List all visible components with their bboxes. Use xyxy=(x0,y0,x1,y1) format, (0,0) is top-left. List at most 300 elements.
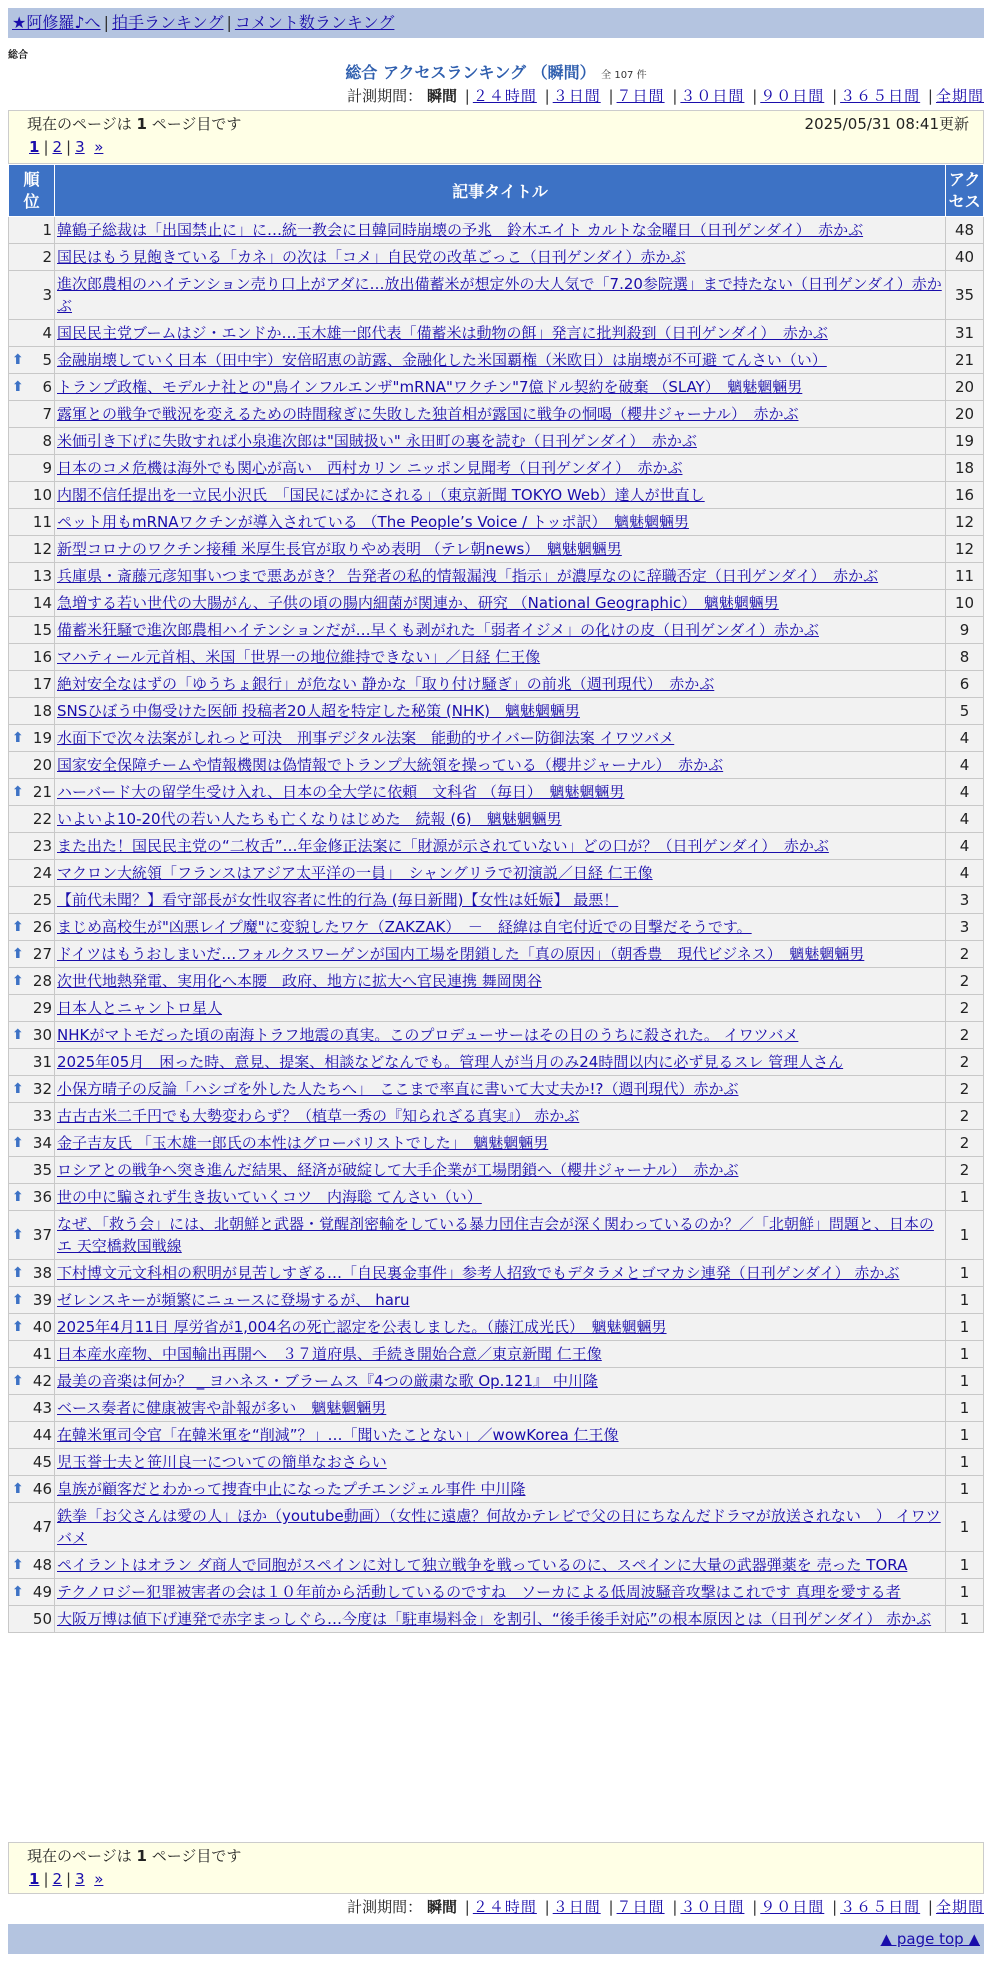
period-link-7d[interactable]: ７日間 xyxy=(616,87,665,105)
rank-number: 5 xyxy=(42,351,52,369)
next-page-link[interactable]: » xyxy=(94,1870,104,1888)
rank-up-arrow-icon: ⬆ xyxy=(12,1584,24,1600)
title-cell xyxy=(55,1341,946,1368)
period-link-30d[interactable]: ３０日間 xyxy=(680,1898,745,1916)
rank-number: 6 xyxy=(42,378,52,396)
rank-cell xyxy=(9,509,55,536)
article-title-link[interactable]: 日本のコメ危機は海外でも関心が高い 西村カリン ニッポン見聞考（日刊ゲンダイ） 赤かぶ xyxy=(57,459,683,477)
rank-number: 44 xyxy=(32,1426,52,1444)
page-info-bottom xyxy=(8,1842,984,1894)
rank-cell xyxy=(9,1287,55,1314)
table-row xyxy=(9,995,984,1022)
rank-up-arrow-icon: ⬆ xyxy=(12,1265,24,1281)
access-count: 4 xyxy=(946,806,984,833)
title-cell xyxy=(55,968,946,995)
rank-cell xyxy=(9,1157,55,1184)
rank-cell xyxy=(9,914,55,941)
table-row xyxy=(9,1103,984,1130)
page-title xyxy=(0,60,992,89)
article-title-link[interactable]: ベース奏者に健康被害や訃報が多い 魑魅魍魎男 xyxy=(57,1399,387,1417)
rank-number: 19 xyxy=(32,729,52,747)
article-title-link[interactable]: NHKがマトモだった頃の南海トラフ地震の真実。このプロデューサーはその日のうちに殺された。 イワツバメ xyxy=(57,1026,799,1044)
access-count: 40 xyxy=(946,244,984,271)
article-title-link[interactable]: 新型コロナのワクチン接種 米厚生長官が取りやめ表明 （テレ朝news） 魑魅魍魎男 xyxy=(57,540,622,558)
rank-up-arrow-icon: ⬆ xyxy=(12,1292,24,1308)
rank-cell xyxy=(9,244,55,271)
rank-cell xyxy=(9,563,55,590)
rank-up-arrow-icon: ⬆ xyxy=(12,919,24,935)
article-title-link[interactable]: 国民民主党ブームはジ・エンドか…玉木雄一郎代表「備蓄米は動物の餌」発言に批判殺到（日刊ゲンダイ） 赤かぶ xyxy=(57,324,828,342)
access-count: 1 xyxy=(946,1211,984,1260)
table-row xyxy=(9,1449,984,1476)
article-title-link[interactable]: トランプ政権、モデルナ社との"鳥インフルエンザ"mRNA"ワクチン"7億ドル契約を破棄 （SLAY） 魑魅魍魎男 xyxy=(57,378,803,396)
column-header-access: アクセス xyxy=(946,165,984,217)
page-link-3[interactable]: 3 xyxy=(75,1870,85,1888)
rank-number: 40 xyxy=(32,1318,52,1336)
rank-number: 50 xyxy=(32,1610,52,1628)
article-title-link[interactable]: 皇族が顧客だとわかって捜査中止になったプチエンジェル事件 中川隆 xyxy=(57,1480,526,1498)
article-title-link[interactable]: 日本人とニャントロ星人 xyxy=(57,999,223,1017)
access-count: 2 xyxy=(946,1022,984,1049)
title-cell xyxy=(55,941,946,968)
rank-number: 24 xyxy=(32,864,52,882)
article-title-link[interactable]: 急増する若い世代の大腸がん、子供の頃の腸内細菌が関連か、研究 （National Geographic） 魑魅魍魎男 xyxy=(57,594,779,612)
article-title-link[interactable]: ハーバード大の留学生受け入れ、日本の全大学に依頼 文科省 （毎日） 魑魅魍魎男 xyxy=(57,783,625,801)
rank-number: 20 xyxy=(32,756,52,774)
access-count: 2 xyxy=(946,968,984,995)
article-title-link[interactable]: なぜ、「救う会」には、北朝鮮と武器・覚醒剤密輸をしている暴力団住吉会が深く関わっているのか？／「北朝鮮」問題と、日本のエ 天空橋救国戦線 xyxy=(57,1215,934,1255)
period-current: 瞬間 xyxy=(426,1898,457,1916)
access-count: 1 xyxy=(946,1184,984,1211)
rank-number: 35 xyxy=(32,1161,52,1179)
article-title-link[interactable]: 児玉誉士夫と笹川良一についての簡単なおさらい xyxy=(57,1453,387,1471)
title-cell xyxy=(55,536,946,563)
title-cell xyxy=(55,563,946,590)
article-title-link[interactable]: 進次郎農相のハイテンション売り口上がアダに…放出備蓄米が想定外の大人気で「7.20参院選」まで持たない（日刊ゲンダイ）赤かぶ xyxy=(57,275,942,315)
article-title-link[interactable]: 2025年05月 困った時、意見、提案、相談などなんでも。管理人が当月のみ24時間以内に必ず見るスレ 管理人さん xyxy=(57,1053,844,1071)
rank-cell xyxy=(9,1130,55,1157)
item-count: 全 107 件 xyxy=(601,70,647,81)
table-row xyxy=(9,347,984,374)
rank-number: 28 xyxy=(32,972,52,990)
current-page-text: 現在のページは 1 ページ目です xyxy=(27,1847,242,1865)
article-title-link[interactable]: 兵庫県・斎藤元彦知事いつまで悪あがき？ 告発者の私的情報漏洩「指示」が濃厚なのに辞職否定（日刊ゲンダイ） 赤かぶ xyxy=(57,567,879,585)
column-header-rank: 順位 xyxy=(9,165,55,217)
rank-cell xyxy=(9,887,55,914)
rank-number: 12 xyxy=(32,540,52,558)
rank-number: 11 xyxy=(32,513,52,531)
comment-ranking-link[interactable]: コメント数ランキング xyxy=(234,13,395,32)
rank-cell xyxy=(9,1552,55,1579)
article-title-link[interactable]: 鉄拳「お父さんは愛の人」ほか（youtube動画）（女性に遠慮？何故かテレビで父の日にちなんだドラマが放送されない ） イワツバメ xyxy=(57,1507,941,1547)
next-page-link[interactable]: » xyxy=(94,138,104,156)
rank-number: 34 xyxy=(32,1134,52,1152)
article-title-link[interactable]: まじめ高校生が"凶悪レイプ魔"に変貌したワケ（ZAKZAK） － 経緯は自宅付近での目撃だそうです。 xyxy=(57,918,752,936)
table-row xyxy=(9,617,984,644)
access-count: 4 xyxy=(946,779,984,806)
title-cell xyxy=(55,217,946,244)
article-title-link[interactable]: 金子吉友氏 「玉木雄一郎氏の本性はグローバリストでした」 魑魅魍魎男 xyxy=(57,1134,549,1152)
rank-cell xyxy=(9,698,55,725)
rank-number: 17 xyxy=(32,675,52,693)
rank-number: 18 xyxy=(32,702,52,720)
title-cell xyxy=(55,833,946,860)
access-count: 1 xyxy=(946,1395,984,1422)
page-link-3[interactable]: 3 xyxy=(75,138,85,156)
article-title-link[interactable]: また出た！国民民主党の“二枚舌”…年金修正法案に「財源が示されていない」どの口が？（日刊ゲンダイ） 赤かぶ xyxy=(57,837,829,855)
article-title-link[interactable]: 在韓米軍司令官「在韓米軍を“削減”？」…「聞いたことない」／wowKorea 仁王像 xyxy=(57,1426,619,1444)
access-count: 19 xyxy=(946,428,984,455)
rank-cell xyxy=(9,401,55,428)
rank-cell xyxy=(9,1476,55,1503)
article-title-link[interactable]: 内閣不信任提出を一立民小沢氏 「国民にばかにされる」（東京新聞 TOKYO Web）達人が世直し xyxy=(57,486,705,504)
rank-cell xyxy=(9,671,55,698)
table-row xyxy=(9,779,984,806)
table-row xyxy=(9,320,984,347)
table-row xyxy=(9,833,984,860)
rank-up-arrow-icon: ⬆ xyxy=(12,730,24,746)
title-cell xyxy=(55,482,946,509)
rank-cell xyxy=(9,455,55,482)
rank-cell xyxy=(9,1422,55,1449)
footer-bar xyxy=(8,1924,984,1954)
rank-number: 32 xyxy=(32,1080,52,1098)
period-link-3d[interactable]: ３日間 xyxy=(552,1898,601,1916)
page-link-1[interactable]: 1 xyxy=(29,138,40,156)
title-cell xyxy=(55,1368,946,1395)
table-row xyxy=(9,644,984,671)
rank-cell xyxy=(9,1503,55,1552)
access-count: 2 xyxy=(946,1049,984,1076)
column-header-title: 記事タイトル xyxy=(55,165,946,217)
rank-number: 46 xyxy=(32,1480,52,1498)
article-title-link[interactable]: 米価引き下げに失敗すれば小泉進次郎は"国賊扱い" 永田町の裏を読む（日刊ゲンダイ） 赤かぶ xyxy=(57,432,697,450)
period-link-365d[interactable]: ３６５日間 xyxy=(840,87,921,105)
rank-number: 2 xyxy=(42,248,52,266)
table-row xyxy=(9,428,984,455)
table-row xyxy=(9,887,984,914)
period-link-3d[interactable]: ３日間 xyxy=(552,87,601,105)
table-row xyxy=(9,374,984,401)
table-row xyxy=(9,1368,984,1395)
access-count: 31 xyxy=(946,320,984,347)
applause-ranking-link[interactable]: 拍手ランキング xyxy=(111,13,224,32)
period-link-all[interactable]: 全期間 xyxy=(935,87,984,105)
rank-number: 8 xyxy=(42,432,52,450)
article-title-link[interactable]: 韓鶴子総裁は「出国禁止に」に…統一教会に日韓同時崩壊の予兆 鈴木エイト カルトな金曜日（日刊ゲンダイ） 赤かぶ xyxy=(57,221,864,239)
rank-cell xyxy=(9,617,55,644)
access-count: 1 xyxy=(946,1503,984,1552)
article-title-link[interactable]: ゼレンスキーが頻繁にニュースに登場するが、 haru xyxy=(57,1291,410,1309)
period-link-90d[interactable]: ９０日間 xyxy=(760,1898,825,1916)
title-cell xyxy=(55,1579,946,1606)
rank-number: 48 xyxy=(32,1556,52,1574)
period-label: 計測期間： xyxy=(347,1898,423,1916)
article-title-link[interactable]: 国民はもう見飽きている「カネ」の次は「コメ」自民党の改革ごっこ（日刊ゲンダイ）赤かぶ xyxy=(57,248,686,266)
article-title-link[interactable]: 世の中に騙されず生き抜いていくコツ 内海聡 てんさい（い） xyxy=(57,1188,482,1206)
rank-up-arrow-icon: ⬆ xyxy=(12,1027,24,1043)
title-cell xyxy=(55,1287,946,1314)
table-row xyxy=(9,217,984,244)
access-count: 1 xyxy=(946,1579,984,1606)
title-cell xyxy=(55,1552,946,1579)
rank-cell xyxy=(9,968,55,995)
rank-number: 43 xyxy=(32,1399,52,1417)
period-link-90d[interactable]: ９０日間 xyxy=(760,87,825,105)
access-count: 35 xyxy=(946,271,984,320)
table-row xyxy=(9,1076,984,1103)
access-count: 2 xyxy=(946,1103,984,1130)
access-count: 2 xyxy=(946,941,984,968)
title-cell xyxy=(55,1157,946,1184)
table-row xyxy=(9,401,984,428)
article-title-link[interactable]: 次世代地熱発電、実用化へ本腰 政府、地方に拡大へ官民連携 舞岡関谷 xyxy=(57,972,542,990)
title-cell xyxy=(55,401,946,428)
rank-cell xyxy=(9,1260,55,1287)
article-title-link[interactable]: 水面下で次々法案がしれっと可決 刑事デジタル法案 能動的サイバー防御法案 イワツバメ xyxy=(57,729,675,747)
rank-cell xyxy=(9,644,55,671)
rank-number: 14 xyxy=(32,594,52,612)
rank-cell xyxy=(9,271,55,320)
page-info-top xyxy=(8,110,984,164)
access-count: 48 xyxy=(946,217,984,244)
table-row xyxy=(9,914,984,941)
table-row xyxy=(9,271,984,320)
rank-number: 13 xyxy=(32,567,52,585)
title-cell xyxy=(55,1503,946,1552)
page-top-link[interactable]: ▲ page top ▲ xyxy=(880,1930,980,1948)
title-cell xyxy=(55,1606,946,1633)
table-row xyxy=(9,1552,984,1579)
rank-up-arrow-icon: ⬆ xyxy=(12,379,24,395)
period-selector-top: 計測期間： 瞬間 | ２４時間 | ３日間 | ７日間 | ３０日間 | ９０日間 | ３６５日間 | 全期間 xyxy=(347,87,984,105)
rank-cell xyxy=(9,779,55,806)
title-cell xyxy=(55,1314,946,1341)
article-title-link[interactable]: 大阪万博は値下げ連発で赤字まっしぐら…今度は「駐車場料金」を割引、“後手後手対応”の根本原因とは（日刊ゲンダイ） 赤かぶ xyxy=(57,1610,932,1628)
rank-up-arrow-icon: ⬆ xyxy=(12,784,24,800)
article-title-link[interactable]: 2025年4月11日 厚労省が1,004名の死亡認定を公表しました。（藤江成光氏） 魑魅魍魎男 xyxy=(57,1318,667,1336)
access-count: 11 xyxy=(946,563,984,590)
rank-number: 47 xyxy=(32,1518,52,1536)
article-title-link[interactable]: テクノロジー犯罪被害者の会は１０年前から活動しているのですね ソーカによる低周波騒音攻撃はこれです 真理を愛する者 xyxy=(57,1583,901,1601)
rank-cell xyxy=(9,1076,55,1103)
rank-cell xyxy=(9,725,55,752)
rank-up-arrow-icon: ⬆ xyxy=(12,1135,24,1151)
title-cell xyxy=(55,806,946,833)
rank-number: 26 xyxy=(32,918,52,936)
title-cell xyxy=(55,1260,946,1287)
title-cell xyxy=(55,1130,946,1157)
article-title-link[interactable]: 日本産水産物、中国輸出再開へ ３７道府県、手続き開始合意／東京新聞 仁王像 xyxy=(57,1345,602,1363)
article-title-link[interactable]: 小保方晴子の反論「ハシゴを外した人たちへ」 ここまで率直に書いて大丈夫か!?（週刊現代）赤かぶ xyxy=(57,1080,739,1098)
rank-number: 10 xyxy=(32,486,52,504)
rank-cell xyxy=(9,1314,55,1341)
rank-number: 22 xyxy=(32,810,52,828)
table-row xyxy=(9,509,984,536)
period-link-30d[interactable]: ３０日間 xyxy=(680,87,745,105)
title-cell xyxy=(55,347,946,374)
access-count: 4 xyxy=(946,860,984,887)
access-count: 4 xyxy=(946,752,984,779)
period-link-7d[interactable]: ７日間 xyxy=(616,1898,665,1916)
access-count: 1 xyxy=(946,1552,984,1579)
rank-up-arrow-icon: ⬆ xyxy=(12,1319,24,1335)
table-row xyxy=(9,1314,984,1341)
rank-cell xyxy=(9,860,55,887)
rank-number: 41 xyxy=(32,1345,52,1363)
access-count: 20 xyxy=(946,374,984,401)
article-title-link[interactable]: 露軍との戦争で戦況を変えるための時間稼ぎに失敗した独首相が露国に戦争の恫喝（櫻井ジャーナル） 赤かぶ xyxy=(57,405,799,423)
period-label: 計測期間： xyxy=(347,87,423,105)
rank-number: 25 xyxy=(32,891,52,909)
article-title-link[interactable]: ロシアとの戦争へ突き進んだ結果、経済が破綻して大手企業が工場閉鎖へ（櫻井ジャーナル） 赤かぶ xyxy=(57,1161,739,1179)
title-cell xyxy=(55,374,946,401)
rank-number: 36 xyxy=(32,1188,52,1206)
access-count: 6 xyxy=(946,671,984,698)
nav-separator: | xyxy=(103,13,109,32)
title-cell xyxy=(55,1395,946,1422)
rank-up-arrow-icon: ⬆ xyxy=(12,1373,24,1389)
rank-number: 33 xyxy=(32,1107,52,1125)
article-title-link[interactable]: ペット用もmRNAワクチンが導入されている （The People’s Voice / トッポ訳） 魑魅魍魎男 xyxy=(57,513,689,531)
table-row xyxy=(9,536,984,563)
table-row xyxy=(9,1287,984,1314)
article-title-link[interactable]: 備蓄米狂騒で進次郎農相ハイテンションだが…早くも剥がれた「弱者イジメ」の化けの皮（日刊ゲンダイ）赤かぶ xyxy=(57,621,819,639)
access-count: 2 xyxy=(946,1076,984,1103)
title-cell xyxy=(55,671,946,698)
rank-number: 1 xyxy=(42,221,52,239)
rank-cell xyxy=(9,320,55,347)
rank-cell xyxy=(9,374,55,401)
title-cell xyxy=(55,779,946,806)
rank-cell xyxy=(9,806,55,833)
access-count: 1 xyxy=(946,1476,984,1503)
table-row xyxy=(9,482,984,509)
rank-cell xyxy=(9,1395,55,1422)
period-link-all[interactable]: 全期間 xyxy=(935,1898,984,1916)
top-nav-bar xyxy=(8,8,984,38)
period-link-365d[interactable]: ３６５日間 xyxy=(840,1898,921,1916)
rank-cell xyxy=(9,941,55,968)
table-row xyxy=(9,698,984,725)
access-count: 1 xyxy=(946,1422,984,1449)
title-cell xyxy=(55,590,946,617)
table-row xyxy=(9,1130,984,1157)
rank-up-arrow-icon: ⬆ xyxy=(12,1557,24,1573)
rank-up-arrow-icon: ⬆ xyxy=(12,1189,24,1205)
access-count: 16 xyxy=(946,482,984,509)
page-link-2[interactable]: 2 xyxy=(52,138,63,156)
table-row xyxy=(9,1395,984,1422)
article-title-link[interactable]: SNSひぼう中傷受けた医師 投稿者20人超を特定した秘策 (NHK) 魑魅魍魎男 xyxy=(57,702,580,720)
article-title-link[interactable]: ドイツはもうおしまいだ…フォルクスワーゲンが国内工場を閉鎖した「真の原因」（朝香豊 現代ビジネス） 魑魅魍魎男 xyxy=(57,945,865,963)
access-count: 8 xyxy=(946,644,984,671)
table-row xyxy=(9,1049,984,1076)
title-cell xyxy=(55,455,946,482)
access-count: 1 xyxy=(946,1287,984,1314)
table-row xyxy=(9,1422,984,1449)
article-title-link[interactable]: 古古古米二千円でも大勢変わらず？（植草一秀の『知られざる真実』） 赤かぶ xyxy=(57,1107,580,1125)
page-link-2[interactable]: 2 xyxy=(52,1870,63,1888)
title-cell xyxy=(55,1022,946,1049)
access-count: 1 xyxy=(946,1606,984,1633)
rank-number: 37 xyxy=(32,1226,52,1244)
ranking-table xyxy=(8,164,984,1633)
rank-cell xyxy=(9,428,55,455)
rank-cell xyxy=(9,217,55,244)
nav-separator: | xyxy=(226,13,232,32)
period-selector-bottom: 計測期間： 瞬間 | ２４時間 | ３日間 | ７日間 | ３０日間 | ９０日間 | ３６５日間 | 全期間 xyxy=(347,1898,984,1916)
article-title-link[interactable]: 絶対安全なはずの「ゆうちょ銀行」が危ない 静かな「取り付け騒ぎ」の前兆（週刊現代） 赤かぶ xyxy=(57,675,715,693)
table-row xyxy=(9,1211,984,1260)
period-link-24h[interactable]: ２４時間 xyxy=(472,1898,537,1916)
article-title-link[interactable]: ペイラントはオラン ダ商人で同胞がスペインに対して独立戦争を戦っているのに、スペインに大量の武器弾薬を 売った TORA xyxy=(57,1556,908,1574)
rank-number: 42 xyxy=(32,1372,52,1390)
table-row xyxy=(9,1606,984,1633)
access-count: 1 xyxy=(946,1368,984,1395)
title-cell xyxy=(55,725,946,752)
rank-cell xyxy=(9,1579,55,1606)
page-link-1[interactable]: 1 xyxy=(29,1870,40,1888)
updated-timestamp: 2025/05/31 08:41更新 xyxy=(804,115,969,133)
rank-cell xyxy=(9,1606,55,1633)
article-title-link[interactable]: 金融崩壊していく日本（田中宇）安倍昭恵の訪露、金融化した米国覇権（米欧日）は崩壊が不可避 てんさい（い） xyxy=(57,351,827,369)
table-row xyxy=(9,244,984,271)
access-count: 2 xyxy=(946,1130,984,1157)
access-count: 9 xyxy=(946,617,984,644)
rank-cell xyxy=(9,1341,55,1368)
rank-number: 15 xyxy=(32,621,52,639)
table-row xyxy=(9,1157,984,1184)
article-title-link[interactable]: 下村博文元文科相の釈明が見苦しすぎる…「自民裏金事件」参考人招致でもデタラメとゴマカシ連発（日刊ゲンダイ） 赤かぶ xyxy=(57,1264,900,1282)
table-row xyxy=(9,1579,984,1606)
table-row xyxy=(9,1341,984,1368)
rank-number: 49 xyxy=(32,1583,52,1601)
title-cell xyxy=(55,860,946,887)
rank-number: 7 xyxy=(42,405,52,423)
rank-cell xyxy=(9,1184,55,1211)
access-count: 21 xyxy=(946,347,984,374)
table-row xyxy=(9,563,984,590)
title-cell xyxy=(55,698,946,725)
article-title-link[interactable]: 【前代未聞？】看守部長が女性収容者に性的行為 (毎日新聞)【女性は妊娠】 最悪！ xyxy=(57,891,619,909)
table-row xyxy=(9,860,984,887)
title-cell xyxy=(55,1103,946,1130)
article-title-link[interactable]: マクロン大統領「フランスはアジア太平洋の一員」 シャングリラで初演説／日経 仁王像 xyxy=(57,864,653,882)
rank-cell xyxy=(9,1049,55,1076)
rank-cell xyxy=(9,1022,55,1049)
rank-cell xyxy=(9,995,55,1022)
access-count: 3 xyxy=(946,914,984,941)
title-cell xyxy=(55,752,946,779)
article-title-link[interactable]: マハティール元首相、米国「世界一の地位維持できない」／日経 仁王像 xyxy=(57,648,541,666)
access-count: 18 xyxy=(946,455,984,482)
title-cell xyxy=(55,617,946,644)
article-title-link[interactable]: 国家安全保障チームや情報機関は偽情報でトランプ大統領を操っている（櫻井ジャーナル） 赤かぶ xyxy=(57,756,724,774)
article-title-link[interactable]: いよいよ10-20代の若い人たちも亡くなりはじめた 続報 (6) 魑魅魍魎男 xyxy=(57,810,562,828)
access-count: 12 xyxy=(946,536,984,563)
home-link[interactable]: ★阿修羅♪へ xyxy=(12,13,101,32)
rank-cell xyxy=(9,482,55,509)
rank-number: 3 xyxy=(42,286,52,304)
article-title-link[interactable]: 最美の音楽は何か？ _ ヨハネス・ブラームス『4つの厳粛な歌 Op.121』 中川隆 xyxy=(57,1372,598,1390)
period-link-24h[interactable]: ２４時間 xyxy=(472,87,537,105)
title-cell xyxy=(55,1076,946,1103)
rank-up-arrow-icon: ⬆ xyxy=(12,973,24,989)
rank-up-arrow-icon: ⬆ xyxy=(12,946,24,962)
rank-cell xyxy=(9,833,55,860)
access-count: 1 xyxy=(946,1341,984,1368)
